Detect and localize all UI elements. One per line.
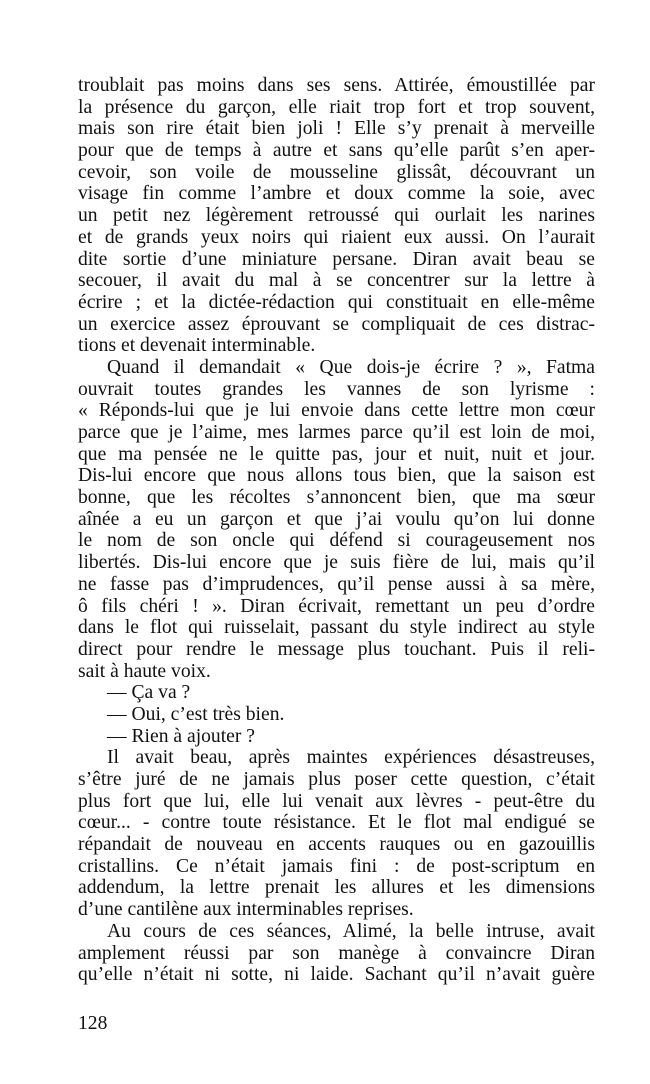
text-line: addendum, la lettre prenait les allures et les dimensions [78,877,595,899]
text-line: dans le flot qui ruisselait, passant du style indirect au style [78,617,595,639]
text-line: répandait de nouveau en accents rauques ou en gazouillis [78,834,595,856]
paragraph [78,747,595,921]
text-line: cœur... - contre toute résistance. Et le flot mal endigué se [78,812,595,834]
text-line: un petit nez légèrement retroussé qui ourlait les narines [78,205,595,227]
text-line: — Ça va ? [107,682,191,704]
page-number: 128 [78,1013,108,1034]
paragraph [78,921,595,986]
paragraph [78,75,595,357]
text-line: mais son rire était bien joli ! Elle s’y prenait à merveille [78,118,595,140]
text-line: le nom de son oncle qui défend si courageusement nos [78,530,595,552]
text-line: et de grands yeux noirs qui riaient eux aussi. On l’aurait [78,226,595,248]
text-line: tions et devenait interminable. [78,335,316,357]
text-line: Au cours de ces séances, Alimé, la belle intruse, avait [107,920,595,942]
text-line: direct pour rendre le message plus touchant. Puis il reli- [78,638,595,660]
text-line: que ma pensée ne le quitte pas, jour et nuit, nuit et jour. [78,443,595,465]
text-line: « Réponds-lui que je lui envoie dans cette lettre mon cœur [78,400,595,422]
dialogue-line [78,704,595,726]
text-line: pour que de temps à autre et sans qu’elle parût s’en aper- [78,140,595,162]
text-line: dite sortie d’une miniature persane. Diran avait beau se [78,248,595,270]
text-line: cevoir, son voile de mousseline glissât, découvrant un [78,161,595,183]
text-line: secouer, il avait du mal à se concentrer sur la lettre à [78,270,595,292]
text-line: un exercice assez éprouvant se compliquait de ces distrac- [78,313,595,335]
text-line: sait à haute voix. [78,660,211,682]
text-line: libertés. Dis-lui encore que je suis fière de lui, mais qu’il [78,552,595,574]
dialogue-line [78,682,595,704]
text-line: s’être juré de ne jamais plus poser cette question, c’était [78,769,595,790]
text-line: ô fils chéri ! ». Diran écrivait, remettant un peu d’ordre [78,595,595,617]
text-line: Il avait beau, après maintes expériences désastreuses, [107,747,595,769]
text-line: d’une cantilène aux interminables reprises. [78,899,414,921]
text-line: — Rien à ajouter ? [107,725,255,747]
text-line: la présence du garçon, elle riait trop fort et trop souvent, [78,96,595,118]
text-line: visage fin comme l’ambre et doux comme la soie, avec [78,183,595,205]
text-line: parce que je l’aime, mes larmes parce qu’il est loin de moi, [78,422,595,443]
text-line: — Oui, c’est très bien. [107,703,285,725]
text-line: bonne, que les récoltes s’annoncent bien, que ma sœur [78,487,595,509]
page-body [78,75,595,986]
text-line: ne fasse pas d’imprudences, qu’il pense aussi à sa mère, [78,573,595,595]
text-line: qu’elle n’était ni sotte, ni laide. Sachant qu’il n’avait guère [78,964,595,986]
paragraph [78,357,595,682]
text-line: écrire ; et la dictée-rédaction qui constituait en elle-même [78,291,595,313]
text-line: troublait pas moins dans ses sens. Attirée, émoustillée par [78,75,595,96]
text-line: plus fort que lui, elle lui venait aux lèvres - peut-être du [78,790,595,812]
text-line: amplement réussi par son manège à convaincre Diran [78,942,595,964]
text-line: Dis-lui encore que nous allons tous bien, que la saison est [78,465,595,487]
text-line: Quand il demandait « Que dois-je écrire ? », Fatma [107,356,595,378]
dialogue-line [78,726,595,748]
text-line: ouvrait toutes grandes les vannes de son lyrisme : [78,378,595,400]
text-line: aînée a eu un garçon et que j’ai voulu qu’on lui donne [78,508,595,530]
text-line: cristallins. Ce n’était jamais fini : de post-scriptum en [78,855,595,877]
